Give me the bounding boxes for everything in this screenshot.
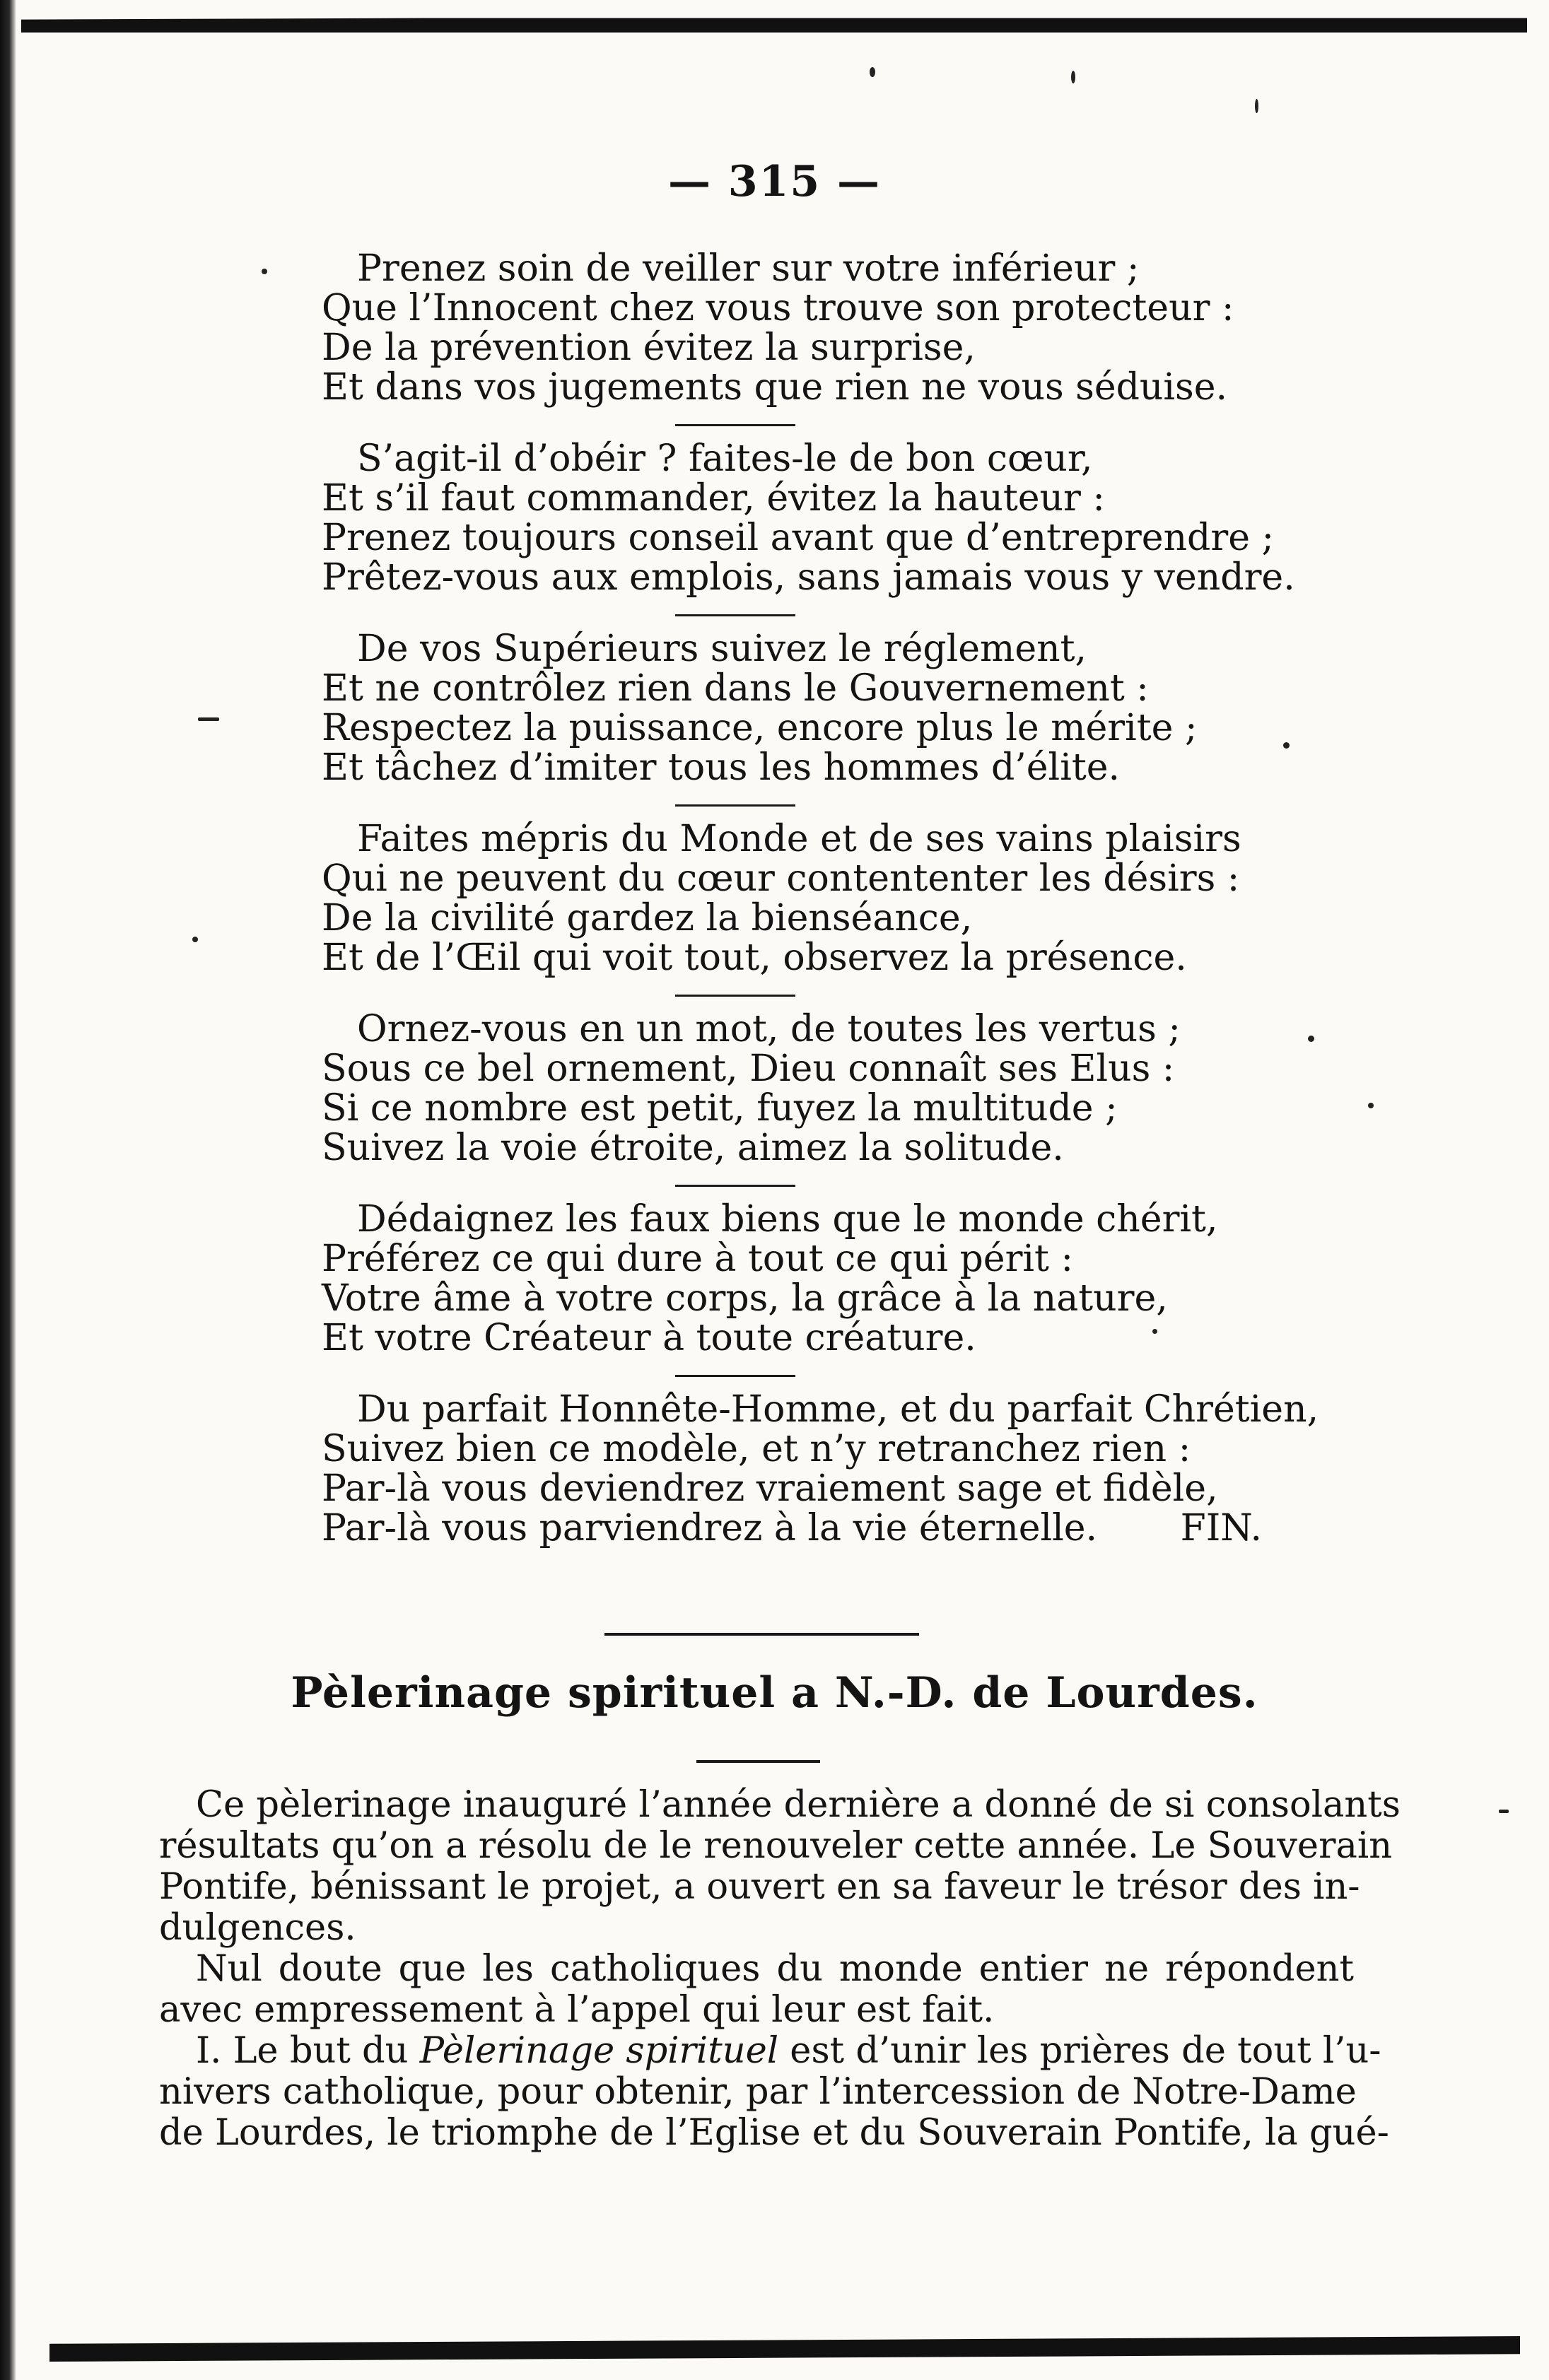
poem-line: Et de l’Œil qui voit tout, observez la présence. xyxy=(322,937,1187,979)
poem-line: Préférez ce qui dure à tout ce qui périt : xyxy=(322,1238,1074,1280)
poem-line: Votre âme à votre corps, la grâce à la nature, xyxy=(322,1277,1168,1320)
poem-line: Et votre Créateur à toute créature. xyxy=(322,1317,976,1359)
text-line xyxy=(159,2030,1381,2072)
poem-line: De vos Supérieurs suivez le réglement, xyxy=(357,628,1087,670)
scan-speck xyxy=(198,717,219,721)
scan-border-left xyxy=(0,0,16,2380)
poem-line: Si ce nombre est petit, fuyez la multitude ; xyxy=(322,1087,1118,1130)
poem-line: Qui ne peuvent du cœur contententer les désirs : xyxy=(322,857,1240,900)
poem-line: Et dans vos jugements que rien ne vous séduise. xyxy=(322,366,1228,409)
poem-line: Et ne contrôlez rien dans le Gouvernement : xyxy=(322,667,1149,710)
poem-line: Ornez-vous en un mot, de toutes les vertus ; xyxy=(357,1008,1181,1050)
stanza-divider xyxy=(675,995,795,997)
poem-stanza xyxy=(322,1200,1326,1358)
scan-speck xyxy=(262,269,267,274)
poem-line: Respectez la puissance, encore plus le mérite ; xyxy=(322,707,1198,749)
scan-border-bottom xyxy=(49,2336,1520,2362)
poem-line: Par-là vous parviendrez à la vie éternelle. xyxy=(322,1507,1098,1549)
poem-stanza xyxy=(322,1009,1326,1168)
stanza-divider xyxy=(675,424,795,426)
poem-line: Suivez la voie étroite, aimez la solitude. xyxy=(322,1127,1064,1169)
title-divider xyxy=(696,1760,820,1763)
scan-speck xyxy=(1255,99,1258,113)
text-line: nivers catholique, pour obtenir, par l’intercession de Notre-Dame xyxy=(159,2071,1357,2113)
section-divider xyxy=(604,1633,919,1636)
poem-line: Prêtez-vous aux emplois, sans jamais vous y vendre. xyxy=(322,556,1295,599)
poem-line: Et tâchez d’imiter tous les hommes d’élite. xyxy=(322,746,1121,789)
paragraph xyxy=(159,2030,1389,2154)
poem-line: De la civilité gardez la bienséance, xyxy=(322,897,973,939)
poem-line: De la prévention évitez la surprise, xyxy=(322,327,976,369)
stanza-divider xyxy=(675,614,795,616)
poem-stanza xyxy=(322,1390,1326,1548)
scan-speck xyxy=(870,67,875,77)
text-line: dulgences. xyxy=(159,1907,356,1949)
scan-speck xyxy=(1499,1810,1509,1813)
scan-speck xyxy=(1071,71,1075,83)
poem-line: Que l’Innocent chez vous trouve son protecteur : xyxy=(322,287,1234,329)
section-title: Pèlerinage spirituel a N.-D. de Lourdes. xyxy=(291,1668,1258,1718)
scan-speck xyxy=(1368,1103,1374,1108)
page-number: — 315 — xyxy=(667,157,882,206)
poem-line: Par-là vous deviendrez vraiement sage et fidèle, xyxy=(322,1467,1218,1510)
prose-body xyxy=(159,1784,1401,2154)
scan-speck xyxy=(192,937,198,942)
paragraph xyxy=(159,1949,1354,2031)
poem-line: Prenez soin de veiller sur votre inférieur ; xyxy=(357,247,1140,290)
poem xyxy=(322,249,1326,1548)
text-run: I. Le but du xyxy=(196,2030,420,2072)
poem-stanza xyxy=(322,249,1326,407)
poem-line: Dédaignez les faux biens que le monde chérit, xyxy=(357,1198,1218,1241)
poem-line: Du parfait Honnête-Homme, et du parfait Chrétien, xyxy=(357,1388,1319,1431)
poem-line: Faites mépris du Monde et de ses vains plaisirs xyxy=(357,818,1241,860)
text-line: résultats qu’on a résolu de le renouveler cette année. Le Souverain xyxy=(159,1825,1393,1867)
italic-title: Pèlerinage spirituel xyxy=(419,2030,779,2072)
poem-stanza xyxy=(322,819,1326,978)
stanza-divider xyxy=(675,1185,795,1187)
poem-stanza xyxy=(322,439,1326,597)
poem-stanza xyxy=(322,629,1326,787)
paragraph xyxy=(159,1784,1401,1949)
stanza-divider xyxy=(675,804,795,807)
poem-line: Suivez bien ce modèle, et n’y retranchez rien : xyxy=(322,1428,1191,1470)
poem-last-line-row xyxy=(322,1508,1326,1548)
scan-border-top xyxy=(21,0,1527,33)
text-line: avec empressement à l’appel qui leur est fait. xyxy=(159,1989,995,2031)
stanza-divider xyxy=(675,1375,795,1377)
text-line: Ce pèlerinage inauguré l’année dernière a donné de si consolants xyxy=(196,1784,1401,1826)
poem-line: Sous ce bel ornement, Dieu connaît ses Elus : xyxy=(322,1048,1175,1090)
text-run: est d’unir les prières de tout l’u- xyxy=(778,2030,1381,2072)
text-line: de Lourdes, le triomphe de l’Eglise et du Souverain Pontife, la gué- xyxy=(159,2112,1389,2154)
text-line: Pontife, bénissant le projet, a ouvert en sa faveur le trésor des in- xyxy=(159,1866,1360,1908)
poem-line: Prenez toujours conseil avant que d’entreprendre ; xyxy=(322,517,1275,559)
text-line: Nul doute que les catholiques du monde entier ne répondent xyxy=(196,1948,1354,1990)
poem-line: S’agit-il d’obéir ? faites-le de bon cœur, xyxy=(357,438,1093,480)
fin-marker: FIN. xyxy=(1180,1507,1262,1549)
poem-line: Et s’il faut commander, évitez la hauteur : xyxy=(322,477,1105,520)
